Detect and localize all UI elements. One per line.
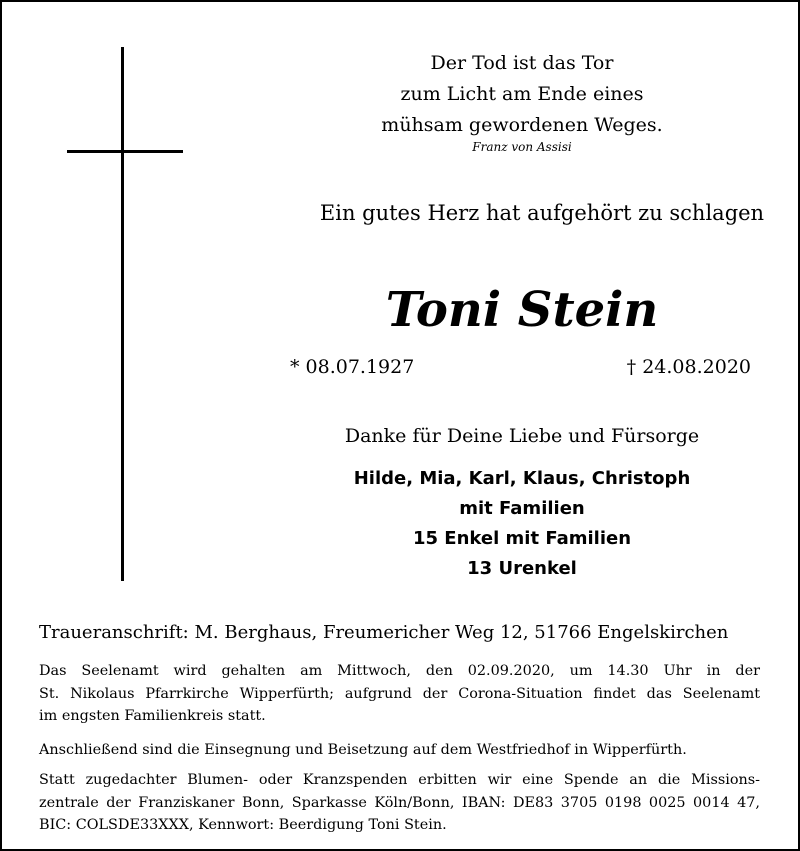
quote-line: Der Tod ist das Tor xyxy=(430,52,614,74)
thanks-text: Danke für Deine Liebe und Fürsorge xyxy=(344,425,700,447)
deceased-name: Toni Stein xyxy=(385,282,659,338)
mourning-address: Traueranschrift: M. Berghaus, Freumericher Weg 12, 51766 Engelskirchen xyxy=(39,622,729,643)
quote xyxy=(332,48,712,141)
family-line: mit Familien xyxy=(459,498,585,519)
quote-line: zum Licht am Ende eines xyxy=(400,83,644,105)
notice-line: BIC: COLSDE33XXX, Kennwort: Beerdigung Toni Stein. xyxy=(39,817,447,833)
death-date: † 24.08.2020 xyxy=(626,356,751,378)
birth-date: * 08.07.1927 xyxy=(290,356,415,378)
notice-line: Statt zugedachter Blumen- oder Kranzspenden erbitten wir eine Spende an die Missions- xyxy=(39,772,760,788)
quote-author: Franz von Assisi xyxy=(472,140,572,154)
service-notice xyxy=(39,660,760,728)
notice-line: Anschließend sind die Einsegnung und Beisetzung auf dem Westfriedhof in Wipperfürth. xyxy=(39,742,687,758)
donation-notice xyxy=(39,769,760,837)
family-line: Hilde, Mia, Karl, Klaus, Christoph xyxy=(353,468,691,489)
cross-icon xyxy=(121,47,124,581)
notice-line: Das Seelenamt wird gehalten am Mittwoch, den 02.09.2020, um 14.30 Uhr in der xyxy=(39,663,760,679)
notice-line: St. Nikolaus Pfarrkirche Wipperfürth; aufgrund der Corona-Situation findet das Seelenamt xyxy=(39,685,760,702)
family-line: 15 Enkel mit Familien xyxy=(412,528,632,549)
family-list xyxy=(272,464,772,584)
family-line: 13 Urenkel xyxy=(467,558,577,579)
quote-line: mühsam gewordenen Weges. xyxy=(381,114,663,136)
burial-notice xyxy=(39,739,760,762)
notice-line: im engsten Familienkreis statt. xyxy=(39,708,266,724)
intro-text: Ein gutes Herz hat aufgehört zu schlagen xyxy=(319,201,765,225)
cross-icon-bar xyxy=(67,150,183,153)
notice-line: zentrale der Franziskaner Bonn, Sparkasse Köln/Bonn, IBAN: DE83 3705 0198 0025 0014 47, xyxy=(39,794,760,811)
